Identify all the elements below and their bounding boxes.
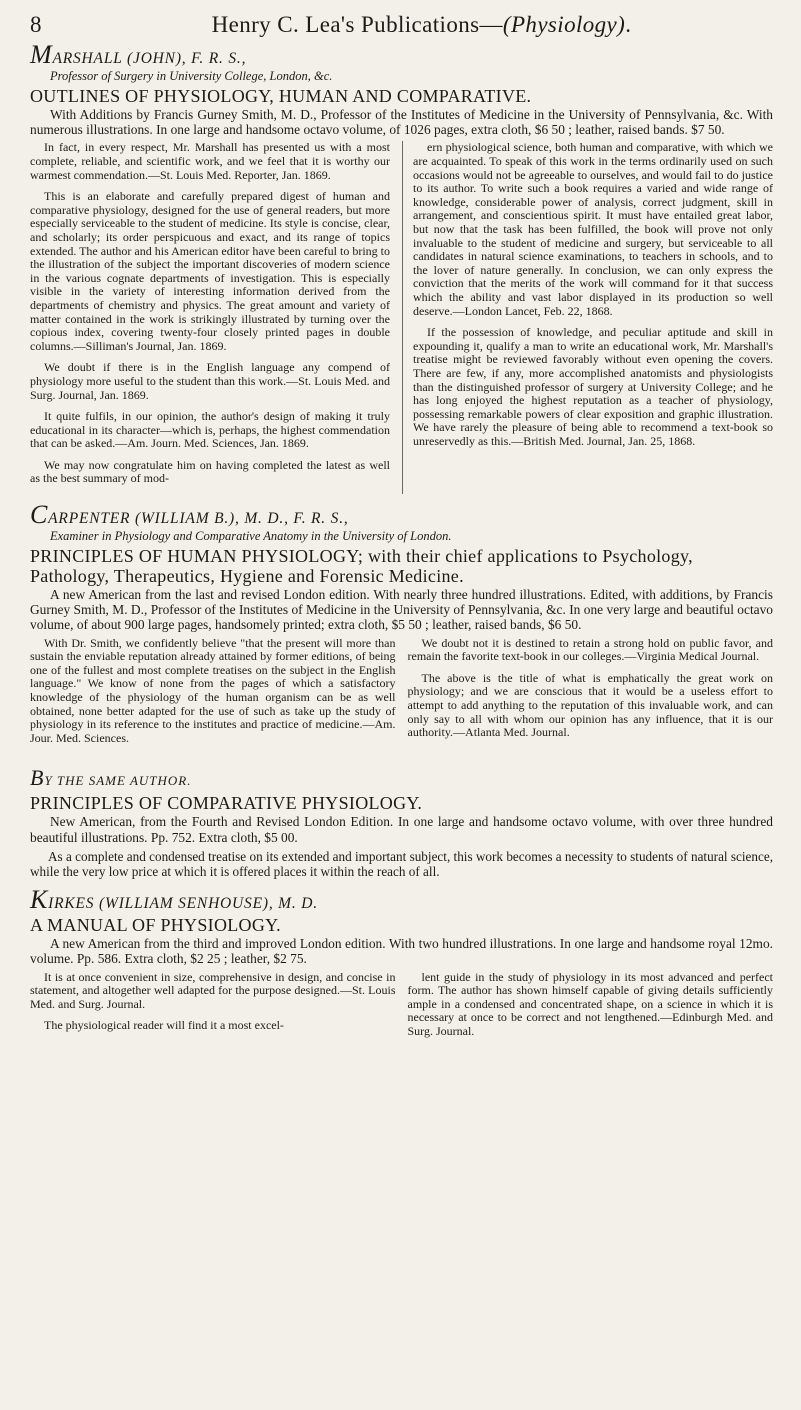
review-column-right bbox=[408, 971, 774, 1047]
review-column-left bbox=[30, 971, 396, 1047]
review-paragraph: If the possession of knowledge, and peculiar aptitude and skill in expounding it, qualify a man to write an educational work, Mr. Marshall's treatise might be reviewed favorably without even opening the covers. There are few, if any, more accomplished anatomists and physiologists than the distinguished professor of surgery at University College; and he has long enjoyed the highest reputation as a teacher of physiology, possessing remarkable powers of clear exposition and graphic illustration. We have rarely the pleasure of being able to recommend a text-book so unreservedly as this.—British Med. Journal, Jan. 25, 1868. bbox=[413, 325, 773, 448]
page-number: 8 bbox=[30, 12, 42, 37]
review-paragraph: ern physiological science, both human and comparative, with which we are acquainted. To speak of this work in the terms ordinarily used on such occasions would not be agreeable to ourselves, and would fail to do justice to its author. To write such a book requires a varied and wide range of knowledge, considerable power of analysis, correct judgment, skill in arrangement, and conscientious spirit. It must have entailed great labor, but now that the task has been fulfilled, the book will prove not only invaluable to the student of medicine and surgery, but serviceable to all candidates in natural science examinations, to teachers in schools, and to the lover of nature generally. In conclusion, we can only express the conviction that the merits of the work will command for it that success which the ability and vast labor displayed in its production so well deserve.—London Lancet, Feb. 22, 1868. bbox=[413, 140, 773, 318]
running-head bbox=[30, 10, 773, 40]
book-title: PRINCIPLES OF HUMAN PHYSIOLOGY; with their chief applications to Psychology, Pathology, Therapeutics, Hygiene and Forensic Medicine. bbox=[30, 546, 693, 587]
review-paragraph: It quite fulfils, in our opinion, the author's design of making it truly educational in its character—which is, perhaps, the highest commendation that can be asked.—Am. Journ. Med. Sciences, Jan. 1869. bbox=[30, 409, 390, 451]
book-title: A MANUAL OF PHYSIOLOGY. bbox=[30, 915, 281, 936]
review-columns bbox=[30, 141, 773, 494]
review-columns bbox=[30, 971, 773, 1047]
entry-comparative bbox=[30, 765, 773, 879]
book-description: A new American from the third and improved London edition. With two hundred illustrations. In one large and handsome royal 12mo. volume. Pp. 586. Extra cloth, $2 25 ; leather, $2 75. bbox=[30, 936, 773, 967]
same-author-heading: BY THE SAME AUTHOR. bbox=[30, 765, 192, 791]
entry-marshall bbox=[30, 40, 773, 494]
author-heading: MARSHALL (JOHN), F. R. S., bbox=[30, 40, 247, 69]
review-paragraph: lent guide in the study of physiology in its most advanced and perfect form. The author has shown himself capable of giving details sufficiently ample in a condensed and concentrated shape, on a science in which it is necessary at once to be correct and not lengthened.—Edinburgh Med. and Surg. Journal. bbox=[407, 969, 773, 1039]
author-byline: Examiner in Physiology and Comparative Anatomy in the University of London. bbox=[50, 529, 452, 544]
review-paragraph: With Dr. Smith, we confidently believe "that the present will more than sustain the enviable reputation already attained by former editions, of being one of the fullest and most complete treatises on the subject in the English language." We know of none from the pages of which a satisfactory knowledge of the physiology of the human organism can be as well obtained, none better adapted for the use of such as take up the study of physiology in its reference to the institutes and practice of medicine.—Am. Jour. Med. Sciences. bbox=[30, 635, 396, 745]
author-heading: KIRKES (WILLIAM SENHOUSE), M. D. bbox=[30, 885, 318, 915]
review-columns bbox=[30, 637, 773, 754]
review-column-right bbox=[402, 141, 773, 494]
review-paragraph: We doubt not it is destined to retain a strong hold on public favor, and remain the favorite text-book in our colleges.—Virginia Medical Journal. bbox=[407, 635, 773, 664]
review-paragraph: We doubt if there is in the English language any compend of physiology more useful to the student than this work.—St. Louis Med. and Surg. Journal, Jan. 1869. bbox=[30, 360, 390, 402]
review-paragraph: It is at once convenient in size, comprehensive in design, and concise in statement, and altogether well adapted for the purpose designed.—St. Louis Med. and Surg. Journal. bbox=[30, 969, 396, 1011]
author-byline: Professor of Surgery in University College, London, &c. bbox=[50, 69, 333, 83]
author-heading: CARPENTER (WILLIAM B.), M. D., F. R. S., bbox=[30, 500, 349, 530]
entry-carpenter bbox=[30, 500, 773, 753]
page-title: Henry C. Lea's Publications—(Physiology). bbox=[211, 12, 632, 37]
review-paragraph: We may now congratulate him on having completed the latest as well as the best summary of mod- bbox=[30, 457, 390, 486]
book-description: With Additions by Francis Gurney Smith, M. D., Professor of the Institutes of Medicine in the University of Pennsylvania, &c. With numerous illustrations. In one large and handsome octavo volume, of 1026 pages, extra cloth, $6 50 ; leather, raised bands. $7 50. bbox=[30, 107, 773, 138]
book-title: PRINCIPLES OF COMPARATIVE PHYSIOLOGY. bbox=[30, 793, 423, 814]
review-column-right bbox=[408, 637, 774, 754]
review-column-left bbox=[30, 141, 390, 494]
entry-kirkes bbox=[30, 885, 773, 1046]
review-column-left bbox=[30, 637, 396, 754]
review-paragraph: In fact, in every respect, Mr. Marshall has presented us with a most complete, reliable, and scientific work, and we feel that it is worthy our warmest commendation.—St. Louis Med. Reporter, Jan. 1869. bbox=[30, 140, 390, 182]
book-description: A new American from the last and revised London edition. With nearly three hundred illustrations. Edited, with additions, by Francis Gurney Smith, M. D., Professor of the Institutes of Medicine in the University of Pennsylvania, &c. In one very large and beautiful octavo volume, of about 900 large pages, handsomely printed; extra cloth, $5 50 ; leather, raised bands, $6 50. bbox=[30, 587, 773, 633]
review-paragraph: This is an elaborate and carefully prepared digest of human and comparative physiology, designed for the use of general readers, but more especially serviceable to the student of medicine. Its style is concise, clear, and scholarly; its order perspicuous and exact, and its range of topics extended. The author and his American editor have been careful to bring to the illustration of the subject the important discoveries of modern science in the various cognate departments of investigation. This is especially visible in the variety of interesting information derived from the departments of chemistry and physics. The great amount and variety of matter contained in the work is strikingly illustrated by turning over the copious index, covering twenty-four closely printed pages in double columns.—Silliman's Journal, Jan. 1869. bbox=[30, 189, 390, 353]
book-title: OUTLINES OF PHYSIOLOGY, HUMAN AND COMPARATIVE. bbox=[30, 86, 532, 106]
review-paragraph: The above is the title of what is emphatically the great work on physiology; and we are conscious that it would be a useless effort to attempt to add anything to the reputation of this invaluable work, and can only say to all with whom our opinion has any influence, that it is our authority.—Atlanta Med. Journal. bbox=[407, 670, 773, 740]
book-note: As a complete and condensed treatise on its extended and important subject, this work becomes a necessity to students of natural science, while the very low price at which it is offered places it within the reach of all. bbox=[30, 848, 773, 880]
review-paragraph: The physiological reader will find it a most excel- bbox=[44, 1018, 284, 1033]
book-description: New American, from the Fourth and Revised London Edition. In one large and handsome octavo volume, with over three hundred beautiful illustrations. Pp. 752. Extra cloth, $5 00. bbox=[30, 814, 773, 845]
